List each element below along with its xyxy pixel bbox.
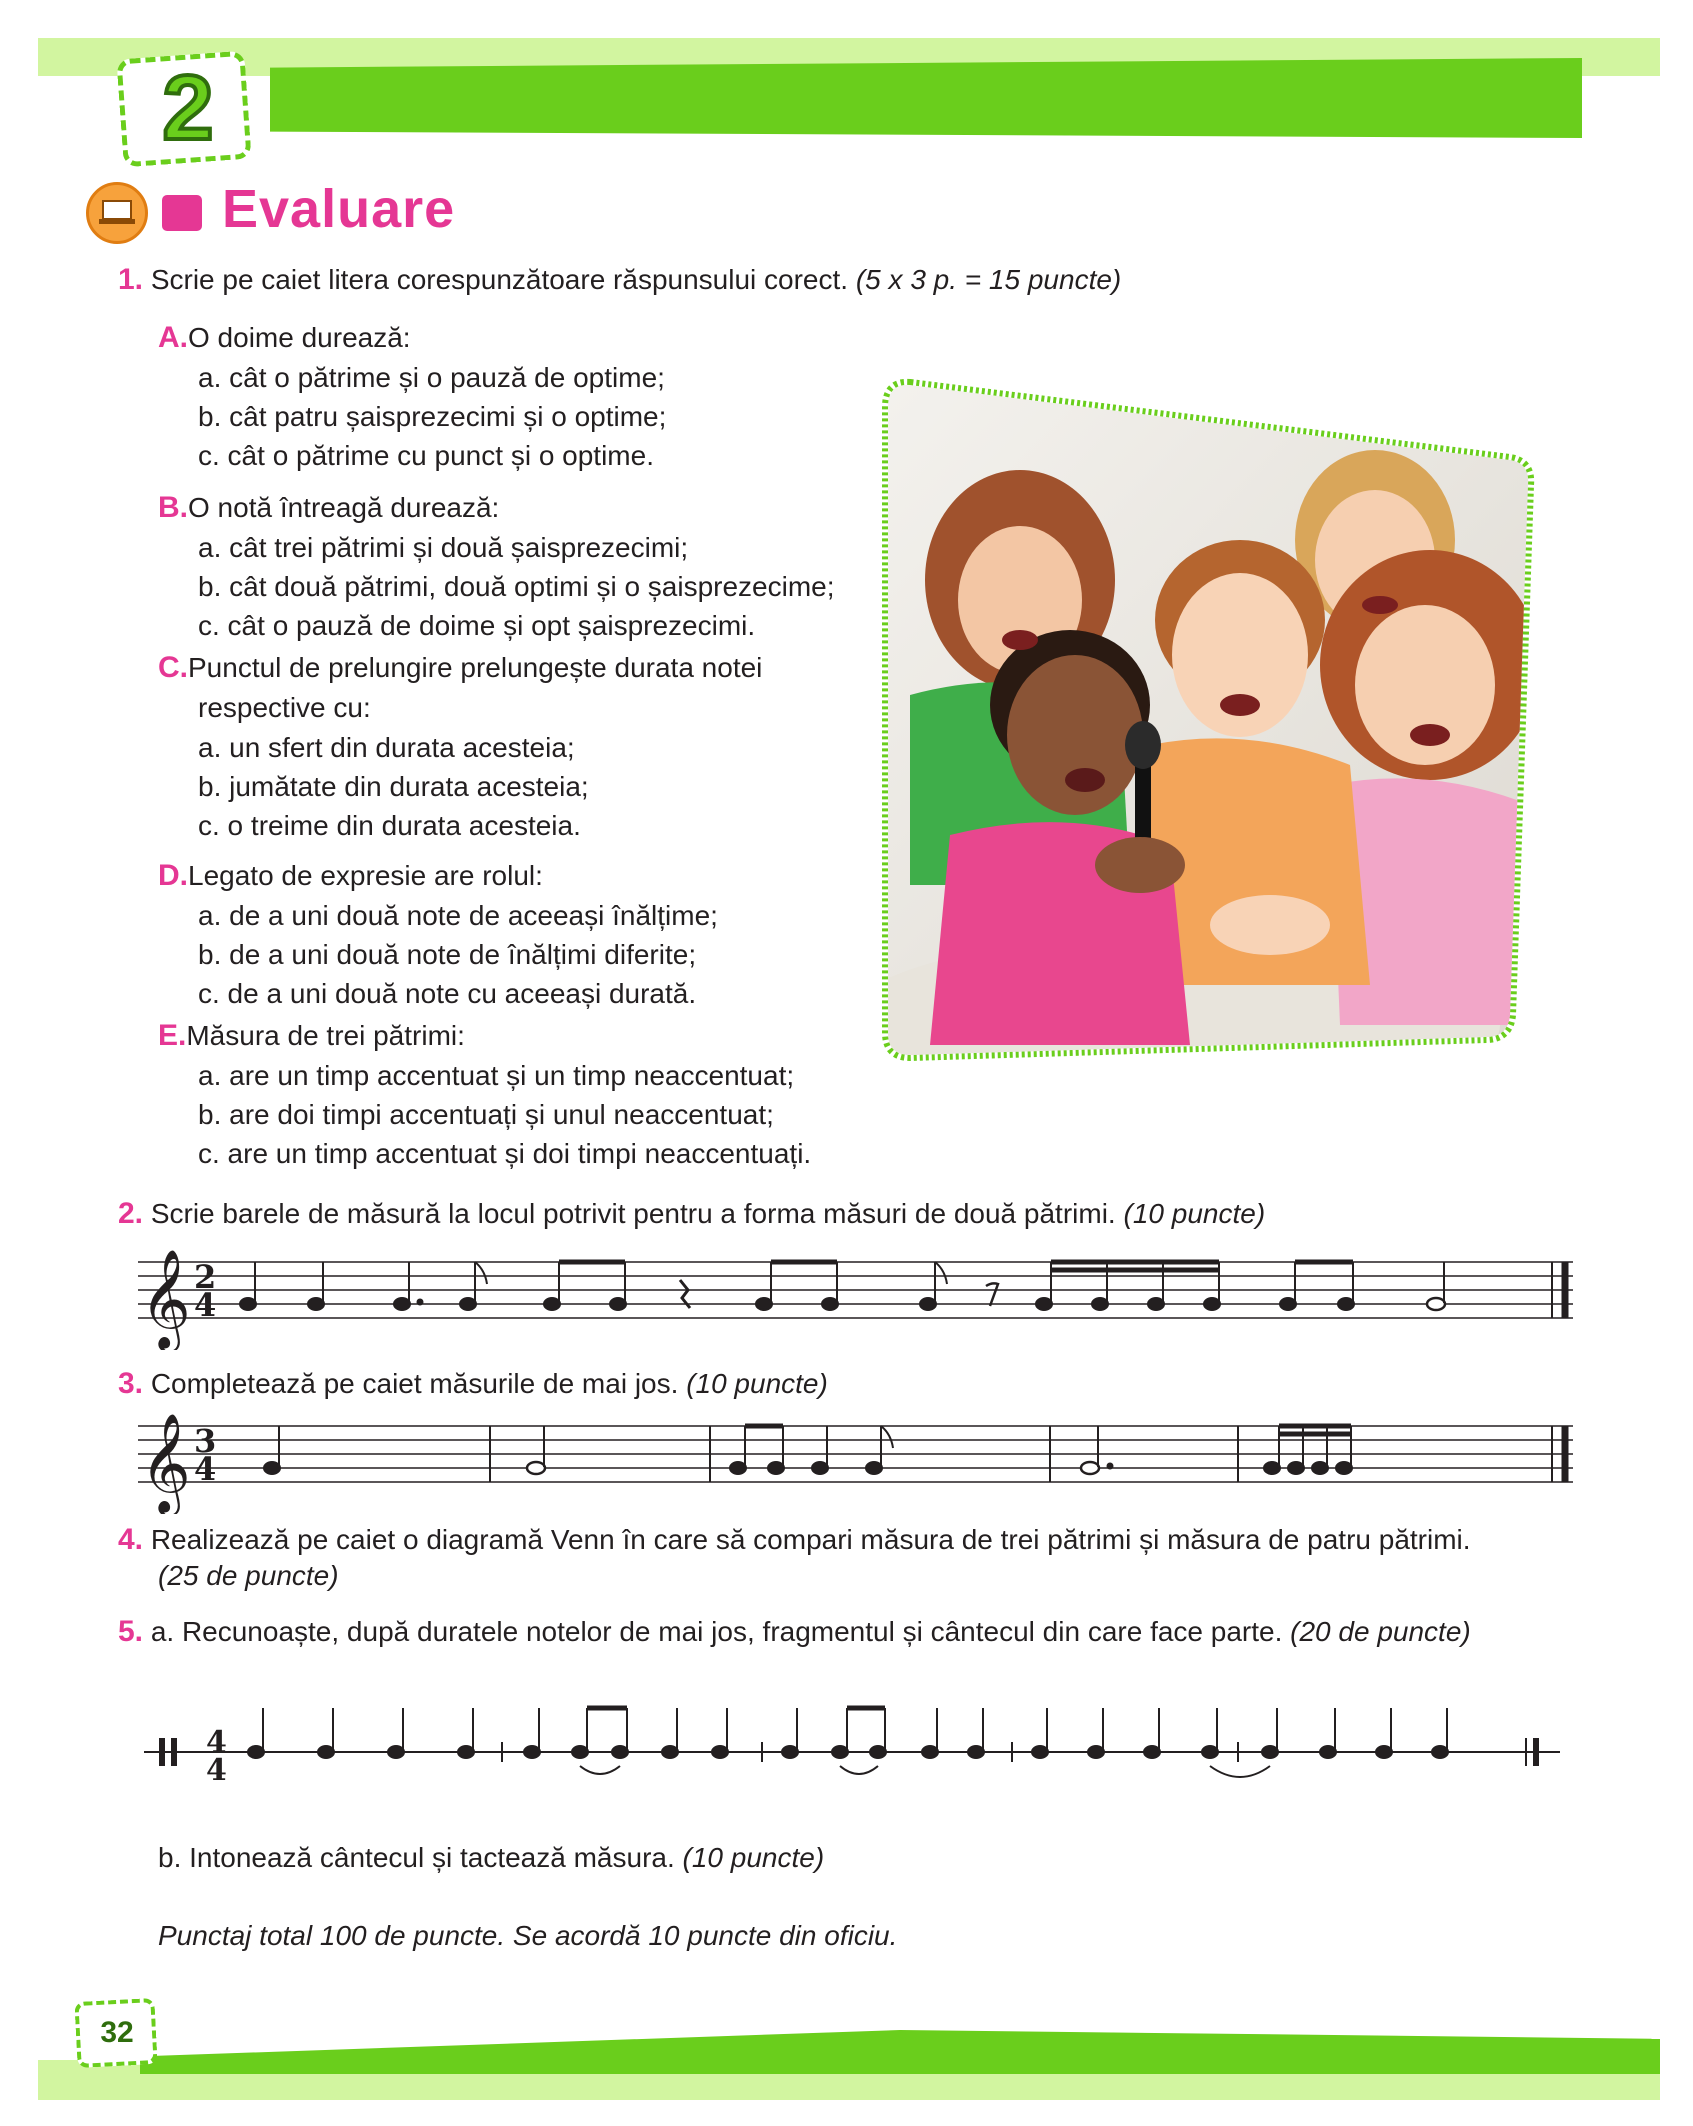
- subquestion-letter: D.: [158, 859, 188, 892]
- question-number: 1.: [118, 263, 144, 296]
- treble-clef-icon: 𝄞: [140, 1413, 191, 1513]
- time-sig-top: 2: [194, 1258, 217, 1296]
- staff-q2: [138, 1240, 1578, 1355]
- question-3: [118, 1366, 828, 1402]
- subquestion-e: [158, 1018, 465, 1054]
- chapter-number: 2: [162, 57, 214, 159]
- total-score: Punctaj total 100 de puncte. Se acordă 10 puncte din oficiu.: [158, 1920, 898, 1951]
- question-number: 3.: [118, 1367, 144, 1400]
- question-text: b. Intonează cântecul și tactează măsura.: [158, 1842, 675, 1873]
- time-sig-top: 3: [194, 1422, 217, 1460]
- page-number: 32: [100, 2016, 134, 2049]
- subquestion-letter: C.: [158, 651, 188, 684]
- section-title: Evaluare: [222, 179, 456, 239]
- option: a. de a uni două note de aceeași înălțime;: [198, 900, 718, 931]
- header-bar: [270, 58, 1582, 138]
- question-points: (10 puncte): [686, 1368, 828, 1399]
- subquestion-letter: E.: [158, 1019, 187, 1052]
- time-sig-top: 4: [206, 1725, 227, 1760]
- option: c. de a uni două note cu aceeași durată.: [198, 978, 697, 1009]
- question-2: [118, 1196, 1265, 1232]
- option: b. jumătate din durata acesteia;: [198, 771, 589, 802]
- subquestion-b: [158, 490, 499, 526]
- children-singing-photo: [870, 365, 1550, 1075]
- question-number: 5.: [118, 1615, 144, 1648]
- subquestion-c: [158, 650, 762, 686]
- question-points: (10 puncte): [1123, 1198, 1266, 1229]
- subquestion-text: Punctul de prelungire prelungește durata notei: [188, 652, 763, 683]
- laptop-icon: [86, 182, 148, 244]
- question-text: Realizează pe caiet o diagramă Venn în care să compari măsura de trei pătrimi și măsura de patru pătrimi.: [150, 1524, 1471, 1555]
- question-points: (25 de puncte): [158, 1560, 339, 1591]
- option: c. cât o pauză de doime și opt șaisprezecimi.: [198, 610, 756, 641]
- subquestion-text: O doime durează:: [188, 322, 411, 353]
- question-points: (10 puncte): [682, 1842, 825, 1873]
- subquestion-a: [158, 320, 411, 356]
- question-number: 2.: [118, 1197, 144, 1230]
- question-points: (5 x 3 p. = 15 puncte): [855, 264, 1122, 295]
- question-number: 4.: [118, 1523, 144, 1556]
- question-text: Completează pe caiet măsurile de mai jos.: [150, 1368, 679, 1399]
- option: a. cât o pătrime și o pauză de optime;: [198, 362, 665, 393]
- rhythm-line: [140, 1690, 1560, 1815]
- option: c. cât o pătrime cu punct și o optime.: [198, 440, 654, 471]
- question-5: [118, 1614, 1471, 1650]
- footer-bar: [140, 2030, 1660, 2074]
- time-sig-bottom: 4: [206, 1753, 227, 1788]
- subquestion-d: [158, 858, 543, 894]
- subquestion-letter: B.: [158, 491, 188, 524]
- time-sig-bottom: 4: [194, 1286, 217, 1324]
- option: a. cât trei pătrimi și două șaisprezecimi;: [198, 532, 689, 563]
- question-text: Scrie pe caiet litera corespunzătoare răspunsului corect.: [150, 264, 849, 295]
- question-text: Scrie barele de măsură la locul potrivit pentru a forma măsuri de două pătrimi.: [150, 1198, 1116, 1229]
- option: a. un sfert din durata acesteia;: [198, 732, 575, 763]
- option: b. de a uni două note de înălțimi diferite;: [198, 939, 697, 970]
- staff-q3: [138, 1404, 1578, 1519]
- treble-clef-icon: 𝄞: [140, 1249, 191, 1349]
- option: b. cât două pătrimi, două optimi și o șaisprezecime;: [198, 571, 835, 602]
- question-5b: [158, 1840, 824, 1876]
- question-text: a. Recunoaște, după duratele notelor de mai jos, fragmentul și cântecul din care face parte.: [150, 1616, 1283, 1647]
- question-1: [118, 262, 1121, 298]
- subquestion-text-cont: respective cu:: [198, 692, 371, 723]
- section-bullet: [162, 195, 202, 231]
- subquestion-text: Măsura de trei pătrimi:: [186, 1020, 465, 1051]
- subquestion-text: Legato de expresie are rolul:: [188, 860, 543, 891]
- option: c. are un timp accentuat și doi timpi neaccentuați.: [198, 1138, 812, 1169]
- option: b. cât patru șaisprezecimi și o optime;: [198, 401, 667, 432]
- subquestion-text: O notă întreagă durează:: [188, 492, 500, 523]
- question-4: [118, 1522, 1471, 1558]
- time-sig-bottom: 4: [194, 1450, 217, 1488]
- question-points: (20 de puncte): [1290, 1616, 1471, 1647]
- option: c. o treime din durata acesteia.: [198, 810, 581, 841]
- option: b. are doi timpi accentuați și unul neaccentuat;: [198, 1099, 774, 1130]
- option: a. are un timp accentuat și un timp neaccentuat;: [198, 1060, 795, 1091]
- subquestion-letter: A.: [158, 321, 188, 354]
